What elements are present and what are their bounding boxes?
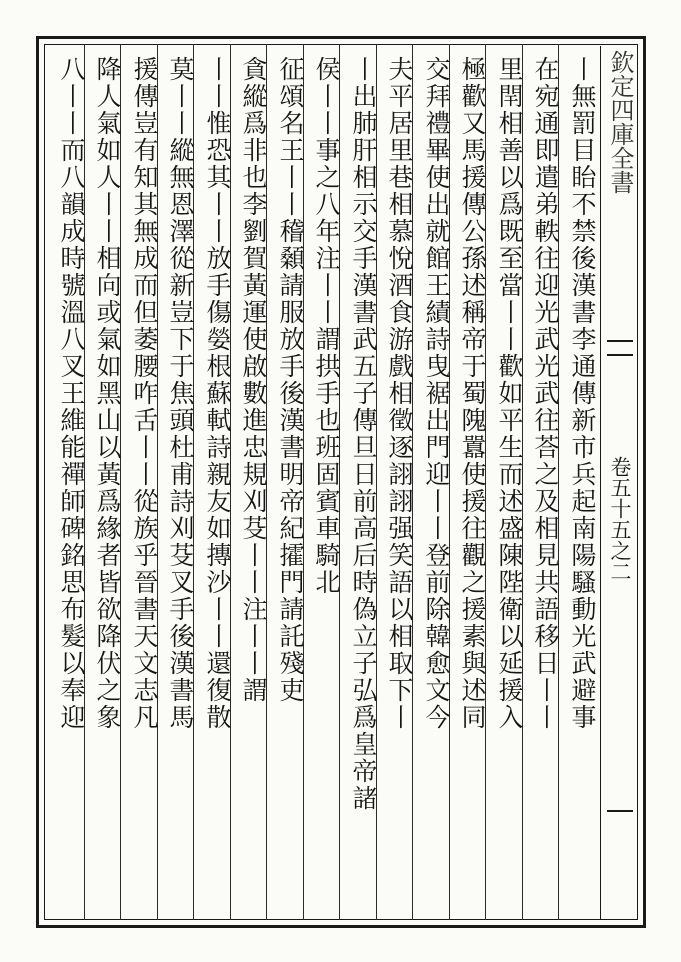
- text-column: 降人氣如人丨丨相向或氣如黑山以黃爲緣者皆欲降伏之象: [93, 56, 122, 731]
- text-column: 丨無罰目眙不禁後漢書李通傳新市兵起南陽騷動光武避事: [568, 56, 597, 731]
- text-column: 侯丨丨事之八年注丨丨謂拱手也班固賓車騎北: [312, 56, 341, 596]
- text-column: 里閈相善以爲既至當丨丨歡如平生而述盛陳陛衛以延援入: [495, 56, 524, 731]
- text-column: 貪縱爲非也李劉賀黃運使啟數進忠規刈芟丨丨注丨丨謂: [239, 56, 268, 704]
- volume-label: 卷五十五之二: [608, 456, 632, 582]
- text-column: 莫丨丨縱無恩澤從新豈下于焦頭杜甫詩刈芟叉手後漢書馬: [166, 56, 195, 731]
- margin-divider: [607, 810, 633, 812]
- text-column: 交拜禮畢使出就館王績詩曳裾出門迎丨丨登前除韓愈文今: [422, 56, 451, 731]
- text-column: 丨丨惟恐其丨丨放手傷嫈根蘇軾詩親友如摶沙丨丨還復散: [203, 56, 232, 731]
- fishtail-mark-icon: [607, 340, 633, 356]
- text-column: 丨出肺肝相示交手漢書武五子傳旦日前高后時偽立子弘爲皇帝諸: [349, 56, 378, 812]
- text-column: 征頌名王丨丨稽顙請服放手後漢書明帝紀攉門請託殘吏: [276, 56, 305, 704]
- text-column: 在宛通即遣弟軼往迎光武光武往荅之及相見共語移日丨丨: [531, 56, 560, 731]
- book-margin-column: [600, 46, 638, 920]
- text-column: 八丨丨而八韻成時號溫八叉王維能禪師碑銘思布髮以奉迎: [57, 56, 86, 731]
- book-title: 欽定四庫全書: [606, 50, 634, 194]
- text-column: 援傳豈有知其無成而但萎腰咋舌丨丨從族乎晉書天文志凡: [130, 56, 159, 731]
- text-column: 夫平居里巷相慕悅酒食游戲相徵逐詡詡强笑語以相取下丨: [385, 56, 414, 731]
- text-column: 極歡又馬援傳公孫述稱帝于蜀隗囂使援往觀之援素與述同: [458, 56, 487, 731]
